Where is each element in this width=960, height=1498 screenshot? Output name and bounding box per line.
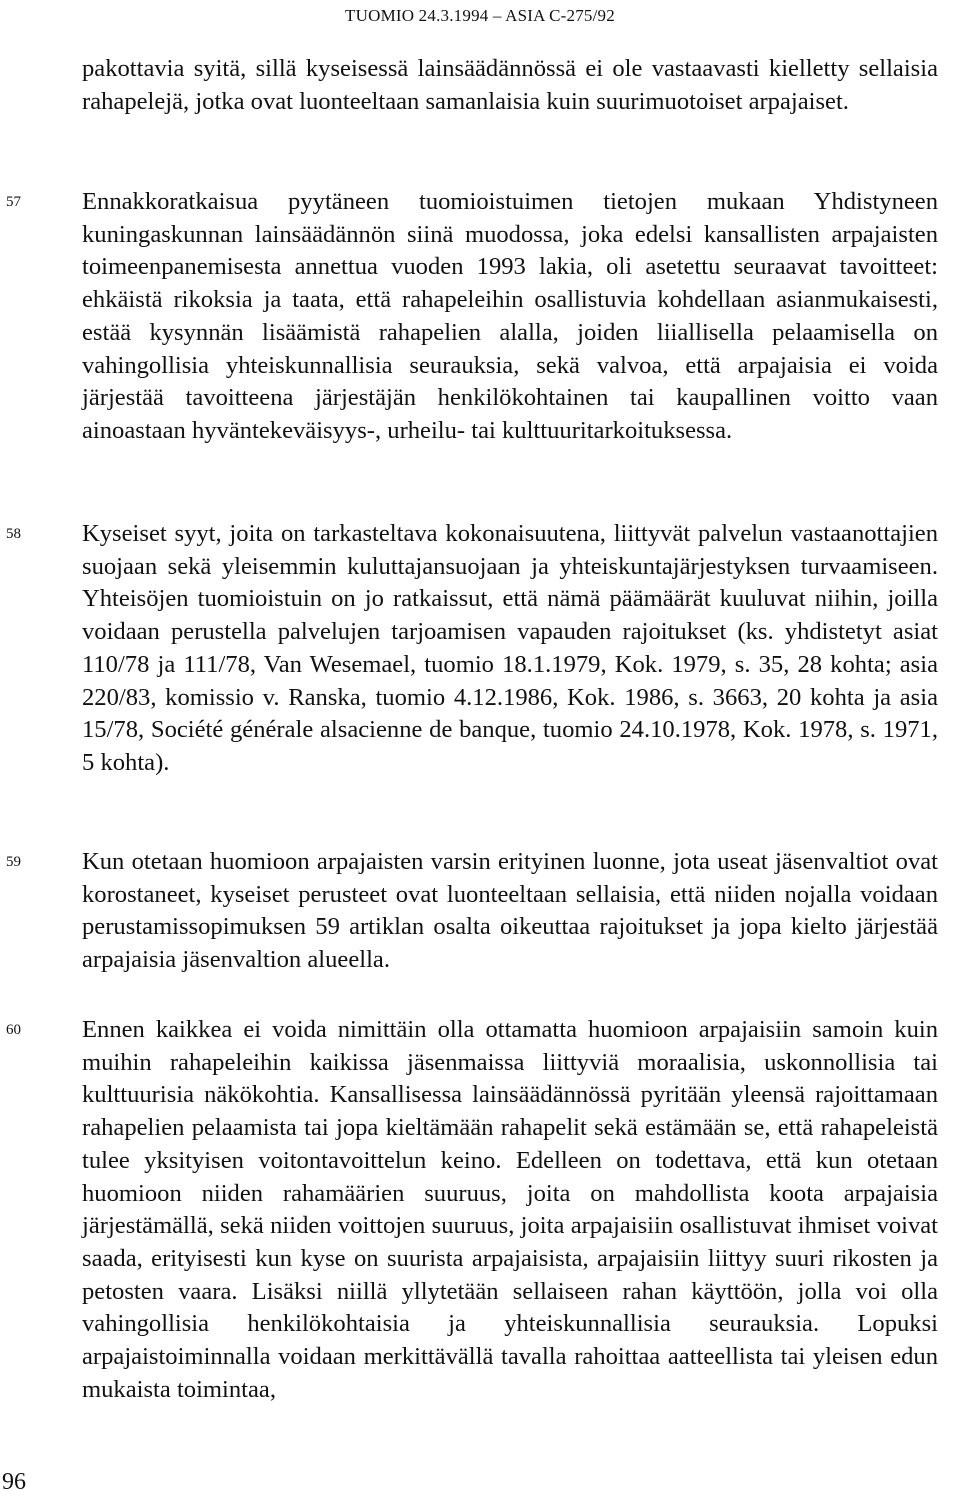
running-header: TUOMIO 24.3.1994 – ASIA C-275/92 <box>345 6 615 25</box>
paragraph-57: Ennakkoratkaisua pyytäneen tuomioistuimen tietojen mukaan Yhdistyneen kuningaskunnan lainsäädännön siinä muodossa, joka edelsi kansallisten arpajaisten toimeenpanemisesta annettua vuoden 1993 lakia, oli asetettu seuraavat tavoitteet: ehkäistä rikoksia ja taata, että rahapeleihin osallistuvia kohdellaan asianmukaisesti, estää kysynnän lisäämistä rahapelien alalla, joiden liiallisella pelaamisella on vahingollisia yhteiskunnallisia seurauksia, sekä valvoa, että arpajaisia ei voida järjestää tavoitteena järjestäjän henkilökohtainen tai kaupallinen voitto vaan ainoastaan hyväntekeväisyys-, urheilu- tai kulttuuritarkoituksessa. <box>82 188 938 444</box>
paragraph-continuation: pakottavia syitä, sillä kyseisessä lainsäädännössä ei ole vastaavasti kielletty sellaisia rahapelejä, jotka ovat luonteeltaan samanlaisia kuin suurimuotoiset arpajaiset. <box>82 55 938 115</box>
paragraph-number-59: 59 <box>6 854 21 870</box>
paragraph-58: Kyseiset syyt, joita on tarkasteltava kokonaisuutena, liittyvät palvelun vastaanottajien suojaan sekä yleisemmin kuluttajansuojaan ja yhteiskuntajärjestyksen turvaamiseen. Yhteisöjen tuomioistuin on jo ratkaissut, että nämä päämäärät kuuluvat niihin, joilla voidaan perustella palvelujen tarjoamisen vapauden rajoitukset (ks. yhdistetyt asiat 110/78 ja 111/78, Van Wesemael, tuomio 18.1.1979, Kok. 1979, s. 35, 28 kohta; asia 220/83, komissio v. Ranska, tuomio 4.12.1986, Kok. 1986, s. 3663, 20 kohta ja asia 15/78, Société générale alsacienne de banque, tuomio 24.10.1978, Kok. 1978, s. 1971, 5 kohta). <box>82 520 938 776</box>
paragraph-59: Kun otetaan huomioon arpajaisten varsin erityinen luonne, jota useat jäsenvaltiot ovat korostaneet, kyseiset perusteet ovat luonteeltaan sellaisia, että niiden nojalla voidaan perustamissopimuksen 59 artiklan osalta oikeuttaa rajoitukset ja jopa kielto järjestää arpajaisia jäsenvaltion alueella. <box>82 848 938 974</box>
paragraph-60: Ennen kaikkea ei voida nimittäin olla ottamatta huomioon arpajaisiin samoin kuin muihin rahapeleihin kaikissa jäsenmaissa liittyviä moraalisia, uskonnollisia tai kulttuurisia näkökohtia. Kansallisessa lainsäädännössä pyritään yleensä rajoittamaan rahapelien pelaamista tai jopa kieltämään rahapelit sekä estämään se, että rahapeleistä tulee yksityisen voitontavoittelun keino. Edelleen on todettava, että kun otetaan huomioon niiden rahamäärien suuruus, joita on mahdollista koota arpajaisia järjestämällä, sekä niiden voittojen suuruus, joita arpajaisiin osallistuvat ihmiset voivat saada, erityisesti kun kyse on suurista arpajaisista, arpajaisiin liittyy suuri rikosten ja petosten vaara. Lisäksi niillä yllytetään sellaiseen rahan käyttöön, jolla voi olla vahingollisia henkilökohtaisia ja yhteiskunnallisia seurauksia. Lopuksi arpajaistoiminnalla voidaan merkittävällä tavalla rahoittaa aatteellista tai yleisen edun mukaista toimintaa, <box>82 1016 938 1403</box>
page-number: 96 <box>2 1469 26 1495</box>
paragraph-number-60: 60 <box>6 1022 21 1038</box>
paragraph-number-57: 57 <box>6 194 21 210</box>
paragraph-number-58: 58 <box>6 526 21 542</box>
